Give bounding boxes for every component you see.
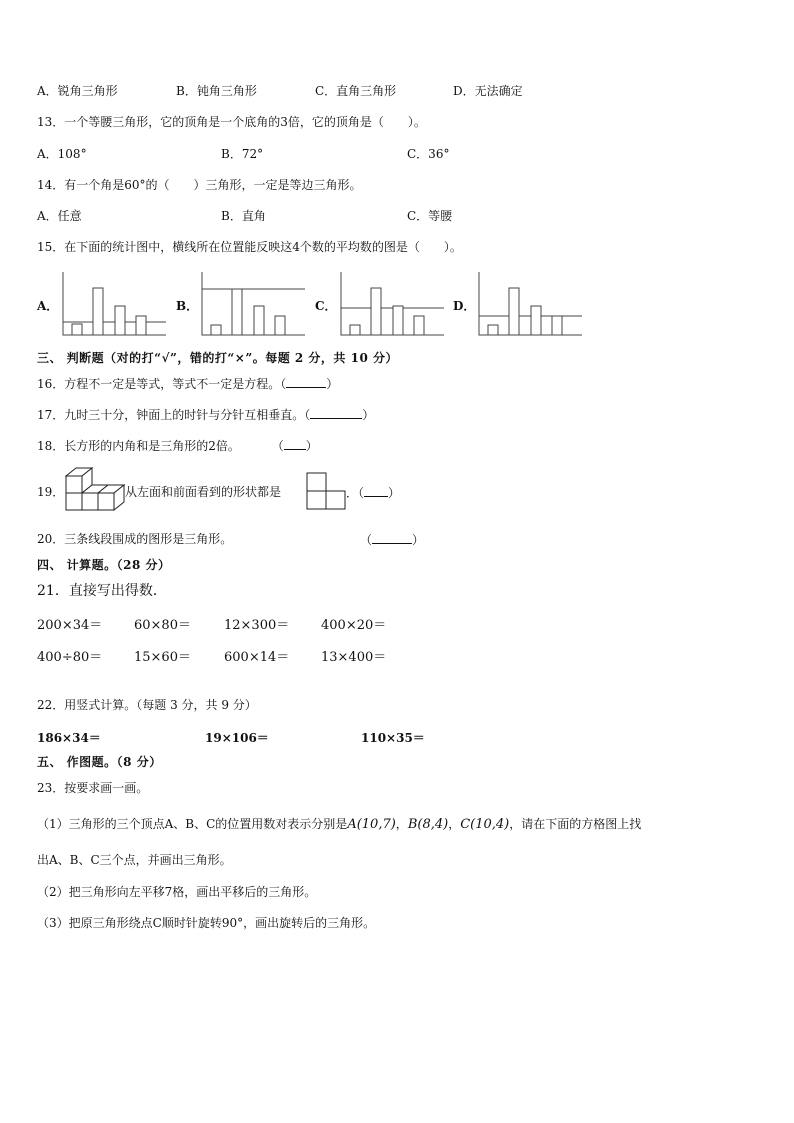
- point-a-coord: A(10,7): [347, 817, 396, 832]
- q17: [37, 406, 374, 423]
- q23-part1-line2: 出A、B、C三个点，并画出三角形。: [37, 853, 232, 867]
- q12-option-b: B．钝角三角形: [176, 84, 257, 98]
- q23-part1-text: （1）三角形的三个顶点A、B、C的位置用数对表示分别是: [37, 817, 348, 831]
- section-3-heading: 三、 判断题（对的打“√”，错的打“×”。每题 2 分，共 10 分）: [37, 351, 398, 365]
- q14-option-a: A．任意: [37, 209, 82, 223]
- q18: [37, 437, 318, 454]
- q13-options: [0, 146, 794, 162]
- q15-label-b: B．: [176, 299, 199, 313]
- q18-open: （: [271, 439, 284, 453]
- cube-stack-figure: [63, 466, 125, 520]
- q16: [37, 375, 338, 392]
- q12-options: [0, 83, 794, 99]
- q16-text: 16．方程不一定是等式，等式不一定是方程。（: [37, 377, 287, 391]
- q20-answer-blank[interactable]: [372, 531, 412, 544]
- q15-label-c: C．: [315, 299, 337, 313]
- q20-text: 20．三条线段围成的图形是三角形。: [37, 532, 233, 546]
- q12-option-d: D．无法确定: [453, 84, 523, 98]
- q13-option-a: A．108°: [37, 147, 87, 161]
- q15-chart-b: [199, 272, 305, 338]
- q20-open: （: [360, 533, 373, 547]
- q12-option-a: A．锐角三角形: [37, 84, 118, 98]
- q19-answer-blank[interactable]: [364, 484, 388, 497]
- q15-text: 15．在下面的统计图中，横线所在位置能反映这4个数的平均数的图是（ ）。: [37, 240, 462, 254]
- q17-answer-blank[interactable]: [310, 406, 362, 419]
- q23-part2: （2）把三角形向左平移7格，画出平移后的三角形。: [37, 885, 317, 899]
- q16-close: ）: [326, 377, 339, 391]
- q23-part1-line1: （1）三角形的三个顶点A、B、C的位置用数对表示分别是A(10,7)，B(8,4)，C(10,4)，请在下面的方格图上找: [37, 817, 642, 832]
- section-5-heading: 五、 作图题。（8 分）: [37, 755, 162, 769]
- q23-title: 23．按要求画一画。: [37, 781, 149, 795]
- q18-answer-blank[interactable]: [284, 437, 306, 450]
- q15-chart-c: [338, 272, 444, 338]
- q19-close: ）: [388, 486, 401, 500]
- q22-item: 186×34＝: [37, 731, 101, 745]
- q14-text: 14．有一个角是60°的（ ）三角形，一定是等边三角形。: [37, 178, 362, 192]
- q15-label-a: A．: [37, 299, 59, 313]
- q21-item: 60×80＝: [134, 618, 191, 633]
- q15-label-d: D．: [453, 299, 476, 313]
- q17-text: 17．九时三十分，钟面上的时针与分针互相垂直。（: [37, 408, 311, 422]
- q19-answer: [346, 484, 400, 501]
- q19-text: 从左面和前面看到的形状都是: [125, 485, 282, 499]
- q13-option-c: C．36°: [407, 147, 450, 161]
- section-4-heading: 四、 计算题。（28 分）: [37, 558, 171, 572]
- q18-close: ）: [305, 439, 318, 453]
- q12-option-c: C．直角三角形: [315, 84, 397, 98]
- q21-item: 600×14＝: [224, 650, 290, 665]
- q20: [37, 531, 232, 547]
- q21-item: 13×400＝: [321, 650, 387, 665]
- q14-option-c: C．等腰: [407, 209, 453, 223]
- q23-part3: （3）把原三角形绕点C顺时针旋转90°，画出旋转后的三角形。: [37, 916, 376, 930]
- point-c-coord: C(10,4): [460, 817, 510, 832]
- q15-chart-d: [476, 272, 582, 338]
- view-shape-figure: [306, 472, 346, 510]
- q21-item: 12×300＝: [224, 618, 290, 633]
- q13-text: 13．一个等腰三角形，它的顶角是一个底角的3倍，它的顶角是（ ）。: [37, 115, 426, 129]
- q20-answer: [360, 531, 424, 548]
- q13-option-b: B．72°: [221, 147, 264, 161]
- q22-title: 22．用竖式计算。（每题 3 分，共 9 分）: [37, 698, 257, 712]
- q22-item: 19×106＝: [205, 731, 269, 745]
- q20-close: ）: [412, 533, 425, 547]
- q14-option-b: B．直角: [221, 209, 266, 223]
- q21-item: 400÷80＝: [37, 650, 103, 665]
- q22-item: 110×35＝: [361, 731, 425, 745]
- q15-chart-a: [60, 272, 166, 338]
- q14-options: [0, 208, 794, 224]
- q16-answer-blank[interactable]: [286, 375, 326, 388]
- q21-item: 400×20＝: [321, 618, 387, 633]
- q21-item: 15×60＝: [134, 650, 191, 665]
- q21-item: 200×34＝: [37, 618, 103, 633]
- q19-tail: ．（: [346, 486, 365, 500]
- q23-part1-tail: ，请在下面的方格图上找: [509, 817, 642, 831]
- q17-close: ）: [362, 408, 375, 422]
- q21-title: 21．直接写出得数．: [37, 583, 167, 599]
- point-b-coord: B(8,4): [407, 817, 449, 832]
- q18-text: 18．长方形的内角和是三角形的2倍。: [37, 439, 240, 453]
- q19-number: 19．: [37, 485, 65, 499]
